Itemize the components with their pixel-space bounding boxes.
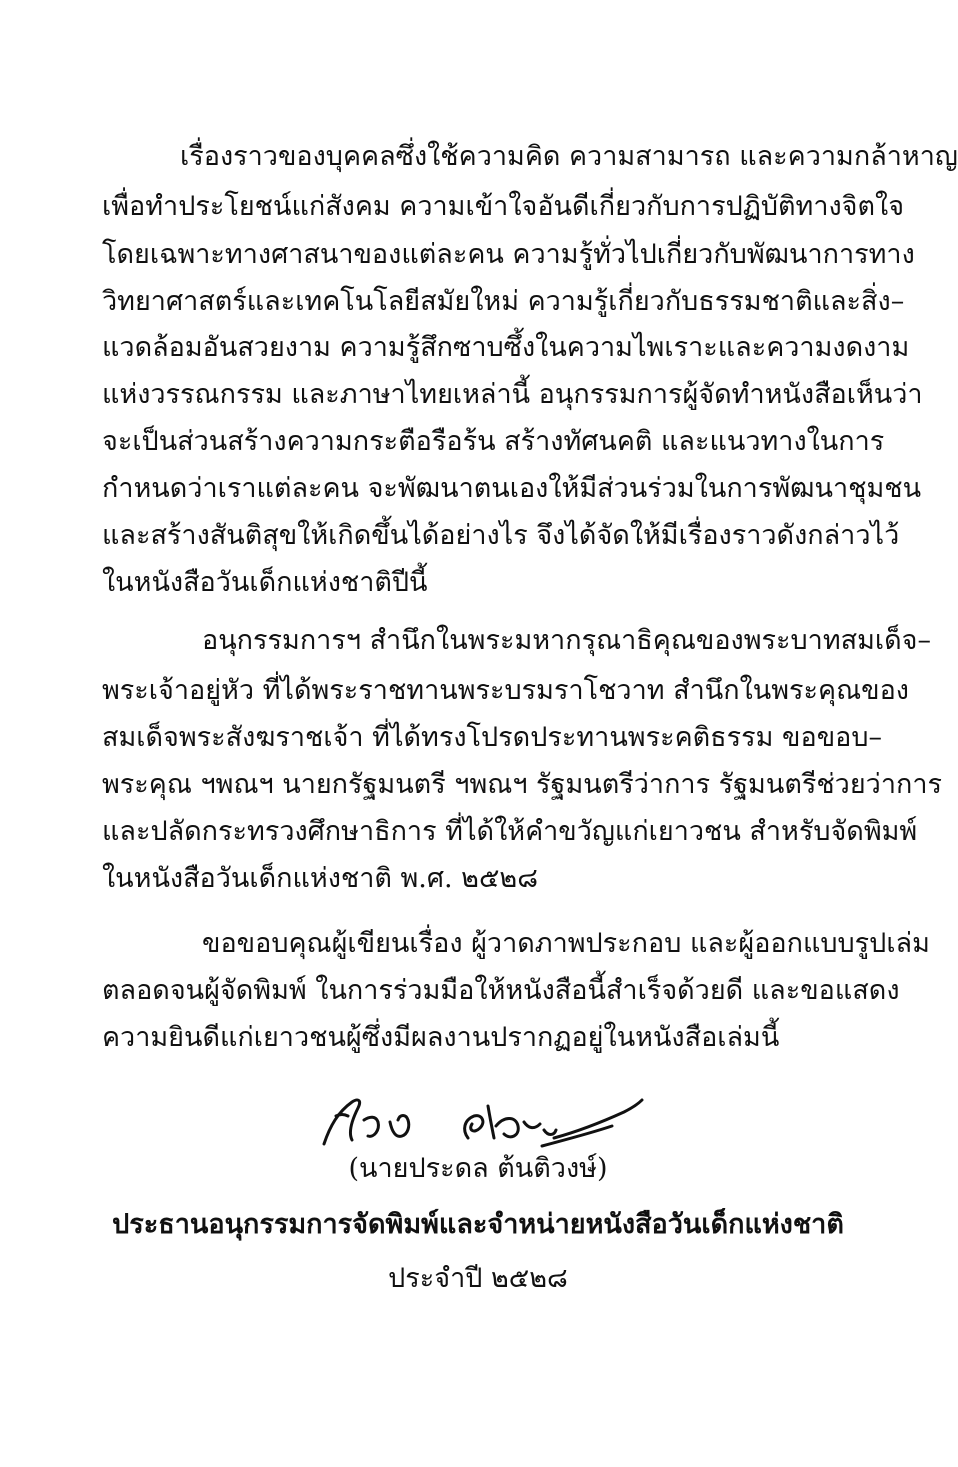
paragraph-1-line-1: เรื่องราวของบุคคลซึ่งใช้ความคิด ความสามารถ และความกล้าหาญ [180,141,958,172]
paragraph-2-line-1: อนุกรรมการฯ สำนึกในพระมหากรุณาธิคุณของพระบาทสมเด็จ– [202,625,931,656]
paragraph-2-line-4: พระคุณ ฯพณฯ นายกรัฐมนตรี ฯพณฯ รัฐมนตรีว่าการ รัฐมนตรีช่วยว่าการ [102,769,942,800]
signature-image [318,1086,648,1158]
paragraph-1-line-3: โดยเฉพาะทางศาสนาของแต่ละคน ความรู้ทั่วไปเกี่ยวกับพัฒนาการทาง [102,239,915,270]
paragraph-1-line-9: และสร้างสันติสุขให้เกิดขึ้นได้อย่างไร จึงได้จัดให้มีเรื่องราวดังกล่าวไว้ [102,520,900,551]
paragraph-1-line-7: จะเป็นส่วนสร้างความกระตือรือร้น สร้างทัศนคติ และแนวทางในการ [102,426,885,457]
paragraph-2-line-5: และปลัดกระทรวงศึกษาธิการ ที่ได้ให้คำขวัญแก่เยาวชน สำหรับจัดพิมพ์ [102,816,918,847]
paragraph-3-line-1: ขอขอบคุณผู้เขียนเรื่อง ผู้วาดภาพประกอบ และผู้ออกแบบรูปเล่ม [202,928,930,959]
paragraph-3-line-3: ความยินดีแก่เยาวชนผู้ซึ่งมีผลงานปรากฏอยู่ในหนังสือเล่มนี้ [102,1022,780,1053]
paragraph-1-line-10: ในหนังสือวันเด็กแห่งชาติปีนี้ [102,567,428,598]
paragraph-2-line-3: สมเด็จพระสังฆราชเจ้า ที่ได้ทรงโปรดประทานพระคติธรรม ขอขอบ– [102,722,883,753]
signatory-title: ประธานอนุกรรมการจัดพิมพ์และจำหน่ายหนังสือวันเด็กแห่งชาติ [112,1209,844,1240]
paragraph-3-line-2: ตลอดจนผู้จัดพิมพ์ ในการร่วมมือให้หนังสือนี้สำเร็จด้วยดี และขอแสดง [102,975,900,1006]
paragraph-2-line-6: ในหนังสือวันเด็กแห่งชาติ พ.ศ. ๒๕๒๘ [102,863,539,894]
paragraph-1-line-8: กำหนดว่าเราแต่ละคน จะพัฒนาตนเองให้มีส่วนร่วมในการพัฒนาชุมชน [102,473,922,504]
paragraph-1-line-2: เพื่อทำประโยชน์แก่สังคม ความเข้าใจอันดีเกี่ยวกับการปฏิบัติทางจิตใจ [102,191,905,222]
paragraph-1-line-6: แห่งวรรณกรรม และภาษาไทยเหล่านี้ อนุกรรมการผู้จัดทำหนังสือเห็นว่า [102,379,923,410]
signatory-year: ประจำปี ๒๕๒๘ [388,1263,568,1294]
paragraph-1-line-5: แวดล้อมอันสวยงาม ความรู้สึกซาบซึ้งในความไพเราะและความงดงาม [102,332,910,363]
signatory-name: (นายประดล ต้นติวงษ์) [348,1153,608,1184]
paragraph-2-line-2: พระเจ้าอยู่หัว ที่ได้พระราชทานพระบรมราโชวาท สำนึกในพระคุณของ [102,675,909,706]
paragraph-1-line-4: วิทยาศาสตร์และเทคโนโลยีสมัยใหม่ ความรู้เกี่ยวกับธรรมชาติและสิ่ง– [102,286,905,317]
